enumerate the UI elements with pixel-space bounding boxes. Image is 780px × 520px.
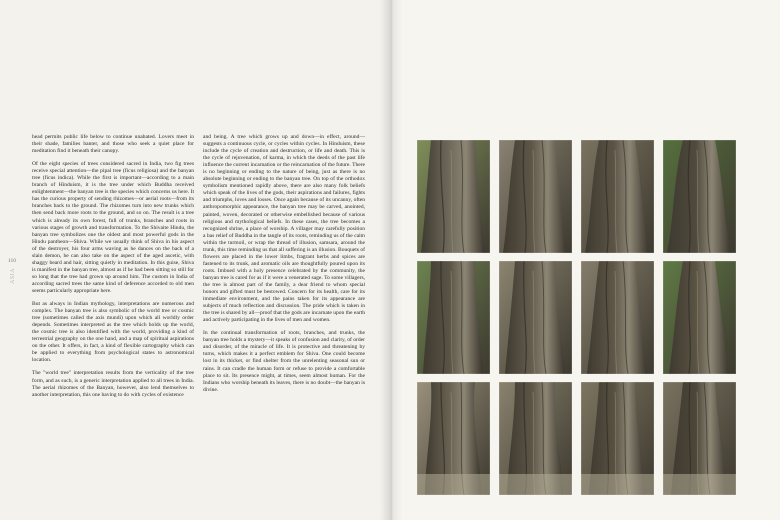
- banyan-photo-7: [581, 261, 654, 374]
- banyan-photo-5: [417, 261, 490, 374]
- banyan-photo-8: [663, 261, 736, 374]
- paragraph: Of the eight species of trees considered sacred in India, two fig trees receive special attention—the pipal tree (ficus religiosa) and the banyan tree (ficus indica). While the first is important—according to a main branch of Hinduism, it is the tree under which Buddha received enlightenment—the banyan tree is the species which concerns us here. It has the curious property of sending rhizomes—or aerial roots—from its branches back to the ground. The rhizomes turn into new trunks which then send back more roots to the ground, and so on. The result is a tree which is already its own forest, full of trunks, branches and roots in various stages of growth and transformation. To the Shivaite Hindu, the banyan tree symbolizes one the oldest and most powerful gods in the Hindu pantheon—Shiva. While we usually think of Shiva in his aspect of the destroyer, his four arms waving as he dances on the back of a slain demon, he can also take on the aspect of the aged ascetic, with shaggy beard and hair, sitting quietly in meditation. In this guise, Shiva is manifest in the banyan tree, almost as if he had been sitting so still for so long that the tree had grown up around him. The custom in India of according sacred trees the same kind of deference accorded to old men seems particularly appropriate here.: [32, 161, 194, 294]
- page-number: 110: [8, 258, 17, 264]
- banyan-photo-1: [417, 140, 490, 253]
- banyan-photo-3: [581, 140, 654, 253]
- banyan-photo-12: [663, 382, 736, 495]
- text-column-1: [32, 134, 194, 405]
- banyan-photo-9: [417, 382, 490, 495]
- paragraph: But as always in Indian mythology, interpretations are numerous and complex. The banyan tree is also symbolic of the world tree or cosmic tree (sometimes called the axis mundi) upon which all worldly order depends. Sometimes interpreted as the tree which holds up the world, the cosmic tree is also identified with the world, providing a kind of terrestrial geography on the one hand, and a map of spiritual aspirations on the other. It offers, in fact, a kind of flexible cartography which can be applied to everything from psychological states to astronomical location.: [32, 301, 194, 364]
- paragraph: and being. A tree which grows up and down—in effect, around—suggests a continuous cycle, or cycles within cycles. In Hinduism, these include the cycle of creation and destruction, or life and death. This is the cycle of rejuvenation, of karma, in which the deeds of the past life influence the current incarnation or the reincarnation of the future. There is no beginning or ending to the nature of being, just as there is no absolute beginning or ending to the banyan tree. On top of the orthodox symbolism mentioned rapidly above, there are also many folk beliefs which speak of the lives of the gods, their aspirations and failures, fights and triumphs, loves and losses. Once again because of its uncanny, often anthropomorphic appearance, the banyan tree may be carved, anointed, painted, woven, decorated or otherwise embellished because of various religious and mythological beliefs. In these cases, the tree becomes a recognized shrine, a place of worship. A villager may carefully position a bas relief of Buddha in the tangle of its roots, reminding us of the calm within the turmoil, or wrap the thread of illusion, samsara, around the trunk, this time reminding us that all suffering is an illusion. Bouquets of flowers are placed in the lower limbs, fragrant herbs and spices are fastened to its trunk, and aromatic oils are thoughtfully poured upon its roots. Imbued with a holy presence celebrated by the community, the banyan tree is cared for as if it were a venerated sage. To some villagers, the tree is almost part of the family, a dear friend to whom special honors and gifted must be bestowed. Concern for its health, care for its immediate environment, and the pains taken for its appearance are subjects of much reflection and discussion. The pride which is taken in the tree is shared by all—proof that the gods are incarnate upon the earth and actively participating in the lives of men and women.: [203, 134, 365, 324]
- paragraph: head permits public life below to continue unabated. Lovers meet in their shade, families banter, and those who seek a quiet place for meditation find it beneath their canopy.: [32, 134, 194, 155]
- banyan-photo-6: [499, 261, 572, 374]
- banyan-photo-2: [499, 140, 572, 253]
- paragraph: In the continual transformation of roots, branches, and trunks, the banyan tree holds a mystery—it speaks of confusion and clarity, of order and disorder, of the miracle of life. It is protective and threatening by turns, which makes it a perfect emblem for Shiva. One could become lost in its thicket, or find shelter from the unrelenting seasonal sun or rains. It can cradle the human form or refuse to provide a comfortable place to sit. Its presence might, at times, seem almost human. For the Indians who worship beneath its leaves, there is no doubt—the banyan is divine.: [203, 330, 365, 393]
- banyan-photo-10: [499, 382, 572, 495]
- banyan-photo-11: [581, 382, 654, 495]
- margin-running-title: ASIA: [10, 268, 16, 285]
- photo-grid: [417, 140, 736, 495]
- banyan-photo-4: [663, 140, 736, 253]
- text-column-2: [203, 134, 365, 400]
- paragraph: The "world tree" interpretation results from the verticality of the tree form, and as such, is a generic interpretation applied to all trees in India. The aerial rhizomes of the Banyan, however, also lend themselves to another interpretation, this one having to do with cycles of existence: [32, 370, 194, 398]
